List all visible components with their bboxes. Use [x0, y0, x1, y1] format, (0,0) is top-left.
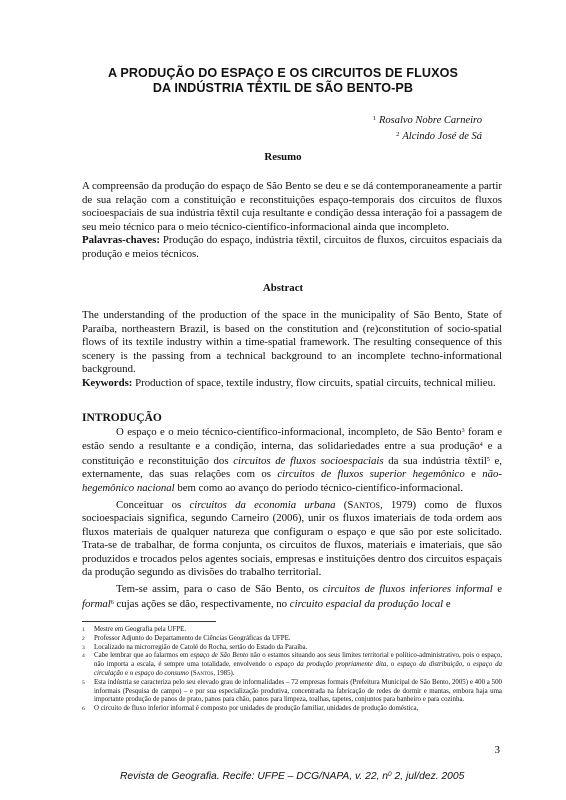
fn4-italic-5: espaço do consumo: [134, 669, 189, 677]
fn4-text-f: (: [188, 669, 193, 677]
footnote-3: [82, 644, 502, 653]
page-number: 3: [494, 744, 500, 756]
footnote-number: 3: [82, 644, 85, 651]
fn4-italic-1: espaço de São Bento: [190, 652, 249, 660]
p2-text-c: , 1979) como de fluxos socioespaciais significa, segundo Carneiro (2006), unir os fluxos imateriais de toda ordem aos fluxos materiais de qualquer natureza que configuram o espaço e que são por este solicitado. Trata-se de trabalhar, de forma conjunta, os circuitos de fluxos, materiais e imateriais, que são produzidos e trocados pelos agentes sociais, empresas e instituições dentro dos circuitos espaçais da produção segundo as divisões do trabalho territorial.: [82, 499, 502, 579]
p1-text-f: e: [464, 468, 483, 481]
journal-footer: [120, 771, 464, 782]
author-list: [373, 112, 482, 144]
footnote-1: [82, 626, 502, 635]
fn4-text-d: , o: [462, 661, 474, 669]
abstract-keywords-label: Keywords:: [82, 376, 133, 389]
p3-text-c: cujas ações se dão, respectivamente, no: [113, 597, 290, 610]
author-2-name: Alcindo José de Sá: [402, 131, 482, 142]
footnote-number: 2: [82, 635, 85, 642]
fn4-text-e: e o: [123, 669, 135, 677]
p1-text-e: e, externamente, das suas relações com os: [82, 454, 502, 481]
footnote-divider: [82, 621, 216, 622]
intro-body: [82, 425, 502, 611]
footnote-2: [82, 635, 502, 644]
article-title: [60, 66, 506, 96]
author-2: [373, 128, 482, 144]
p3-text-a: Tem-se assim, para o caso de São Bento, os: [116, 583, 323, 596]
abstract-keywords: [82, 377, 502, 391]
abstract-section: [82, 309, 502, 390]
fn4-text-g: , 1985).: [213, 669, 235, 677]
footnote-number: 6: [82, 706, 85, 713]
p1-italic-1: circuitos de fluxos socioespaciais: [233, 454, 384, 467]
intro-paragraph-1: [82, 425, 502, 495]
p3-text-d: e: [443, 597, 451, 610]
resumo-keywords-label: Palavras-chaves:: [82, 234, 160, 246]
footer-citation-b: 2, jul/dez. 2005: [391, 771, 465, 782]
footnote-6: [82, 705, 502, 714]
abstract-heading: Abstract: [262, 282, 304, 294]
footnote-4: [82, 652, 502, 678]
p2-citation-author: Santos: [347, 499, 380, 512]
p2-italic-1: circuitos da economia urbana: [189, 499, 336, 512]
p1-text-g: bem como ao avanço do período técnico-científico-informacional.: [174, 481, 464, 494]
p1-text-a: O espaço e o meio técnico-científico-informacional, incompleto, de São Bento: [116, 426, 462, 438]
footnote-text: Localizado na microrregião de Catolé do Rocha, sertão do Estado da Paraíba.: [94, 643, 308, 651]
footnote-number: 1: [82, 627, 85, 633]
abstract-text: The understanding of the production of the space in the municipality of São Bento, State of Paraíba, northeastern Brazil, is based on the constitution and (re)constitution of socio-spatial flows of its textile industry within a time-spatial framework. The resulting consequence of this scenery is the passing from a technical background to an incomplete techno-informational background.: [82, 309, 502, 375]
footnote-text: O circuito de fluxo inferior informal é composto por unidades de produção familiar, unidades de produção doméstica,: [94, 705, 419, 713]
resumo-heading: Resumo: [264, 151, 302, 163]
fn4-text-a: Cabe lembrar que ao falarmos em: [94, 652, 191, 660]
fn4-italic-4: espaço da circulação: [94, 661, 502, 677]
footnote-5: [82, 679, 502, 705]
footnote-ref-4: 4: [479, 442, 483, 449]
footnote-ref-3: 3: [461, 428, 465, 434]
footer-citation-a: . Recife: UFPE – DCG/NAPA, v. 22, n: [216, 771, 389, 782]
fn4-italic-2: espaço da produção propriamente dita: [274, 661, 387, 669]
intro-paragraph-3: [82, 583, 502, 611]
p1-text-d: da sua indústria têxtil: [383, 454, 487, 467]
resumo-text: A compreensão da produção do espaço de São Bento se deu e se dá contemporaneamente a partir de sua relação com a constituição e reconstituições espaço-temporais dos circuitos de fluxos socioespaciais de sua indústria têxtil cuja resultante e condição dessa interação foi a passagem de seu meio técnico para o meio técnico-científico-informacional ainda que incompleto.: [82, 180, 502, 233]
resumo-keywords-text: Produção do espaço, indústria têxtil, circuitos de fluxos, circuitos espaciais da produção e meios técnicos.: [82, 234, 502, 260]
footnote-text: Esta indústria se caracteriza pelo seu elevado grau de informalidades – 72 empresas formais (Prefeitura Municipal de São Bento, 2005) e 400 a 500 informais (Pesquisa de campo) – e por sua especialização produtiva, concentrada na fabricação de redes de dormir e mantas, embora haja uma importante produção de panos de prato, panos para chão, panos para limpeza, toalhas, tapetes, conjuntos para banheiro e para cozinha.: [94, 678, 502, 704]
p3-italic-1: circuitos de fluxos inferiores informal: [322, 583, 493, 596]
abstract-keywords-text: Production of space, textile industry, flow circuits, spatial circuits, technical milieu.: [132, 376, 496, 389]
p3-italic-3: circuito espacial da produção local: [289, 597, 444, 610]
intro-paragraph-2: [82, 499, 502, 579]
resumo-keywords: [82, 234, 502, 261]
p3-text-b: e: [492, 583, 502, 596]
author-2-mark: 2: [396, 131, 400, 138]
footnote-text: [94, 652, 502, 678]
p1-text-b: foram e estão sendo a resultante e a condição, interna, das solidariedades entre a sua produção: [82, 426, 502, 453]
footer-superscript: 0: [388, 771, 392, 778]
footnote-number: 4: [82, 653, 85, 660]
footnote-number: 5: [82, 679, 85, 686]
footnote-ref-6: 6: [110, 599, 114, 606]
fn4-citation-author: Santos: [192, 669, 214, 677]
footnote-ref-5: 5: [486, 456, 490, 463]
intro-heading: INTRODUÇÃO: [82, 412, 162, 424]
title-line-1: A PRODUÇÃO DO ESPAÇO E OS CIRCUITOS DE FLUXOS: [108, 66, 458, 80]
p1-text-c: e a constituição e reconstituição dos: [82, 440, 502, 467]
author-1-mark: 1: [372, 115, 376, 122]
fn4-text-c: , o: [386, 661, 398, 669]
footer-journal-name: Revista de Geografia: [120, 771, 217, 782]
p1-italic-3: não-hegemônico nacional: [82, 468, 502, 494]
resumo-section: [82, 180, 502, 261]
footnote-text: Professor Adjunto do Departamento de Ciências Geográficas da UFPE.: [94, 634, 291, 642]
author-1-name: Rosalvo Nobre Carneiro: [378, 115, 482, 126]
footnote-text: Mestre em Geografia pela UFPE.: [94, 626, 187, 633]
p1-italic-2: circuitos de fluxos superior hegemônico: [277, 468, 465, 481]
p2-text-a: Conceituar os: [116, 499, 190, 512]
footnotes: [82, 626, 502, 714]
p3-italic-2: formal: [82, 597, 111, 610]
author-1: [373, 112, 482, 128]
fn4-italic-3: espaço da distribuição: [397, 661, 463, 669]
p2-text-b: (: [335, 499, 348, 512]
fn4-text-b: não o estamos situando aos seus limites territorial e político-administrativo, pois o espaço, não importa a escala, é sempre uma totalidade, envolvendo o: [94, 652, 502, 669]
title-line-2: DA INDÚSTRIA TÊXTIL DE SÃO BENTO-PB: [152, 81, 414, 95]
